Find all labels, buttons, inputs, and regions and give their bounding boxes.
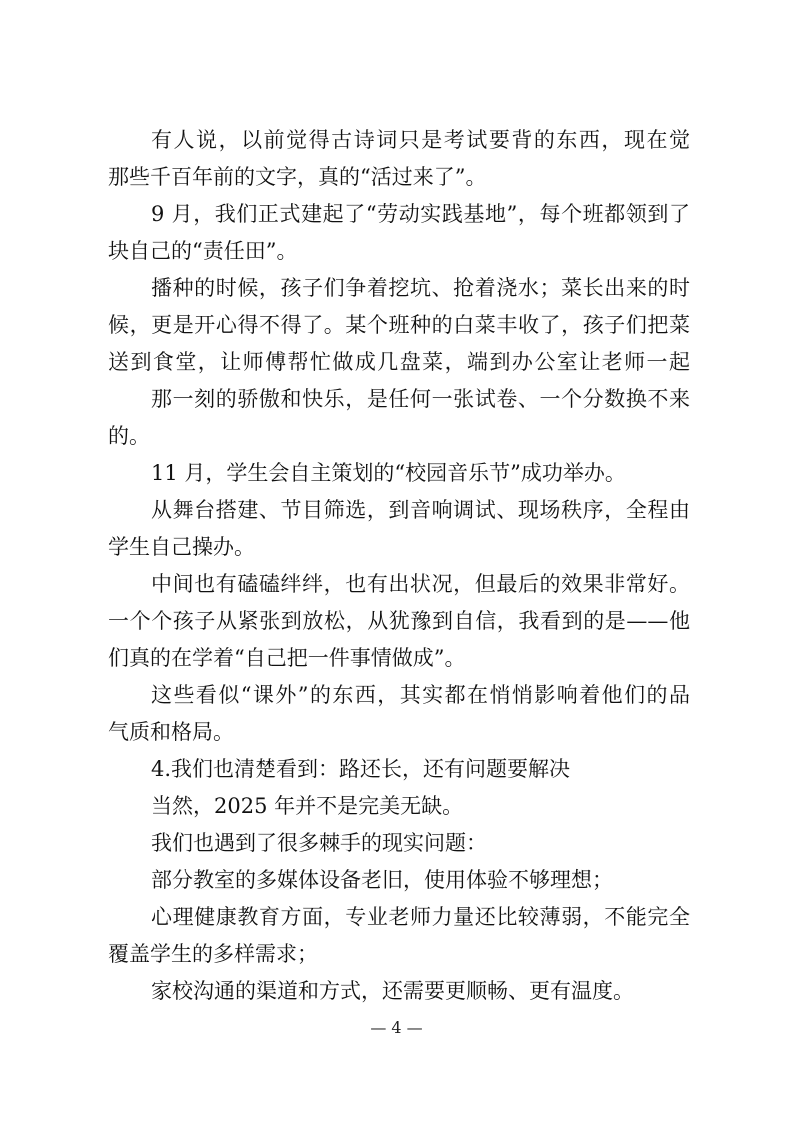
text-line: 家校沟通的渠道和方式，还需要更顺畅、更有温度。 xyxy=(151,979,634,1003)
text-line: 那些千百年前的文字，真的“活过来了”。 xyxy=(108,165,487,189)
text-line: 从舞台搭建、节目筛选，到音响调试、现场秩序，全程由 xyxy=(151,498,690,522)
text-line: 有人说，以前觉得古诗词只是考试要背的东西，现在觉 xyxy=(151,128,690,152)
text-line: 气质和格局。 xyxy=(108,720,234,744)
text-line: 9 月，我们正式建起了“劳动实践基地”，每个班都领到了 xyxy=(151,202,690,226)
text-line: 覆盖学生的多样需求； xyxy=(108,942,318,966)
text-line: 候，更是开心得不得了。某个班种的白菜丰收了，孩子们把菜 xyxy=(108,313,690,337)
text-line: 送到食堂，让师傅帮忙做成几盘菜，端到办公室让老师一起 xyxy=(108,350,690,374)
text-line: 一个个孩子从紧张到放松，从犹豫到自信，我看到的是——他 xyxy=(108,609,690,633)
text-line: 的。 xyxy=(108,424,150,448)
document-body xyxy=(108,122,690,1010)
text-line: 学生自己操办。 xyxy=(108,535,255,559)
text-line: 4.我们也清楚看到：路还长，还有问题要解决 xyxy=(151,757,571,781)
text-line: 11 月，学生会自主策划的“校园音乐节”成功举办。 xyxy=(151,461,626,485)
text-line: 我们也遇到了很多棘手的现实问题： xyxy=(151,831,487,855)
page-number: — 4 — xyxy=(370,1018,423,1037)
text-line: 当然，2025 年并不是完美无缺。 xyxy=(151,794,464,818)
text-line: 那一刻的骄傲和快乐，是任何一张试卷、一个分数换不来 xyxy=(151,387,690,411)
text-line: 中间也有磕磕绊绊，也有出状况，但最后的效果非常好。 xyxy=(151,572,690,596)
text-line: 部分教室的多媒体设备老旧，使用体验不够理想； xyxy=(151,868,613,892)
text-line: 播种的时候，孩子们争着挖坑、抢着浇水；菜长出来的时 xyxy=(151,276,690,300)
text-line: 们真的在学着“自己把一件事情做成”。 xyxy=(108,646,466,670)
text-line: 块自己的“责任田”。 xyxy=(108,239,298,263)
text-line: 心理健康教育方面，专业老师力量还比较薄弱，不能完全 xyxy=(151,905,690,929)
text-line: 这些看似“课外”的东西，其实都在悄悄影响着他们的品 xyxy=(151,683,690,707)
